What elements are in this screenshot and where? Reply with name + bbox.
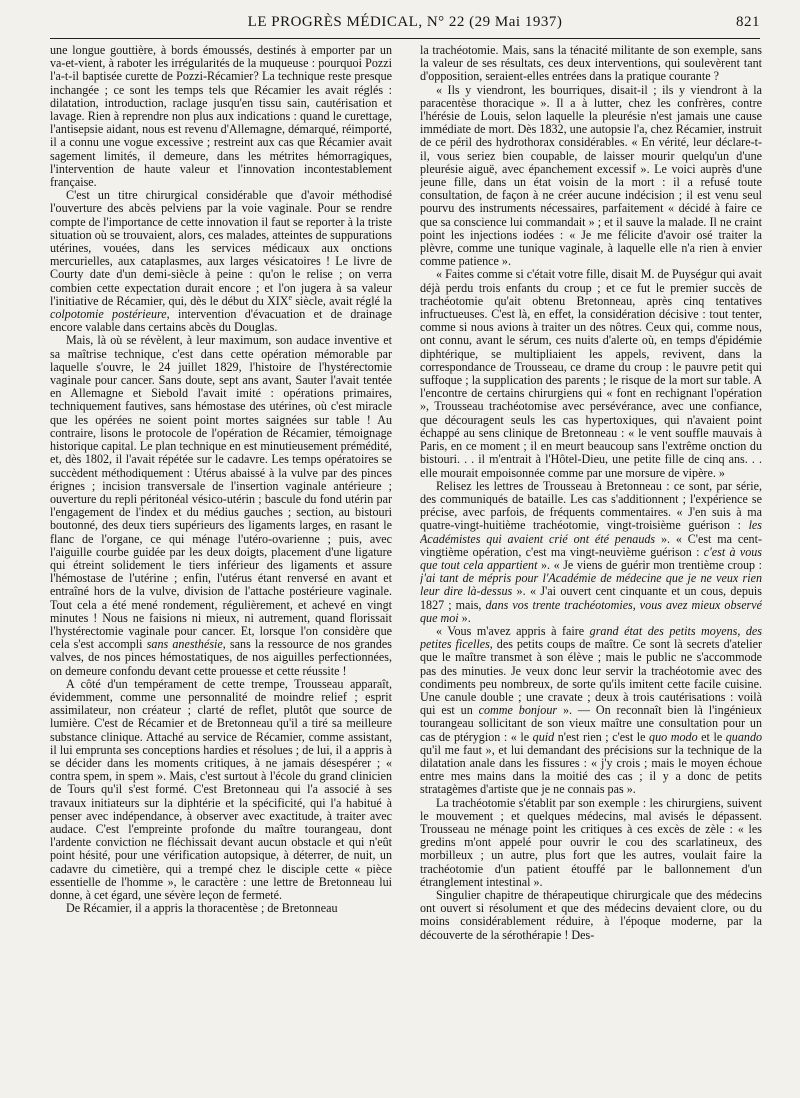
text-run: siècle, avait réglé la [292, 293, 392, 308]
italic-text: c'est à vous que tout cela appartient [420, 544, 762, 572]
text-run: ». « J'ai ouvert cent cinquante et un cous, depuis 1827 ; mais, [420, 584, 762, 612]
left-column [50, 44, 392, 1086]
superscript-text: e [288, 292, 293, 302]
text-run: ». — On reconnaît bien là l'ingénieux tourangeau sollicitant de son vieux maître une consultation pour un cas de ptérygion : « le [420, 703, 762, 744]
text-run: , intervention d'évacuation et de drainage encore valable dans certains abcès du Douglas. [50, 307, 392, 335]
text-run: « Ils y viendront, les bourriques, disait-il ; ils y viendront à la paracentèse thoracique ». Il a à lutter, chez les confrères, contre l'hérésie de Louis, selon laquelle la pleurésie n'est jamais une cause immédiate de mort. Dès 1832, une autopsie l'a, chez Récamier, instruit de ce péril des hydrothorax considérables. « En vérité, leur déclare-t-il, vous seriez bien coupable, de laisser mourir quelqu'un d'une pleurésie aiguë, avec épanchement excessif ». Le voici auprès d'une jeune fille, dans un état voisin de la mort : il a refusé toute consultation, de façon à ne créer aucune indécision ; il est venu seul pourvu des instruments nécessaires, parfaitement « décidé à faire ce que sa conscience lui commandait » ; et il sauve la malade. Il ne craint point les injections iodées : « Je me félicite d'avoir osé traiter la plèvre, comme une tunique vaginale, à laquelle elle n'a rien à envier comme patience ». [420, 82, 762, 269]
text-run: et le [697, 729, 726, 744]
text-run: ». « C'est ma cent-vingtième opération, c'est ma vingt-neuvième guérison : [420, 531, 762, 559]
paragraph [420, 480, 762, 625]
italic-text: sans anesthésie [146, 637, 223, 652]
paragraph [50, 334, 392, 677]
italic-text: dans vos trente trachéotomies, vous avez mieux observé que moi [420, 597, 762, 625]
journal-title: LE PROGRÈS MÉDICAL, N° 22 (29 Mai 1937) [247, 14, 563, 30]
text-run: C'est un titre chirurgical considérable que d'avoir méthodisé l'ouverture des abcès pelviens par la voie vaginale. Pour se rendre compte de l'importance de cette innovation il faut se reporter à la triste situation où se trouvaient, alors, ces malades, atteintes de suppurations utérines, vouées, dans les services médicaux aux onctions mercurielles, aux cataplasmes, aux larges vésicatoires ! Le livre de Courty date d'un demi-siècle à peine : qu'on le relise ; on verra combien cette expectation durait encore ; et l'on jugera à sa valeur l'initiative de Récamier, qui, dès le début du XIX [50, 188, 392, 308]
paragraph [420, 84, 762, 269]
text-run: A côté d'un tempérament de cette trempe, Trousseau apparaît, évidemment, comme une personnalité de moindre relief ; esprit assimilateur, non créateur ; clarté de reflet, plutôt que source de lumière. C'est de Récamier et de Bretonneau qu'il a tiré sa meilleure substance clinique. Attaché au service de Récamier, comme assistant, il lui emprunta ses conceptions hardies et résolues ; de lui, il a appris à se décider dans les moments critiques, à ne jamais désespérer ; « contra spem, in spem ». Mais, c'est surtout à l'école du grand clinicien de Tours qu'il s'est formé. C'est Bretonneau qui l'a associé à ses travaux initiateurs sur la diphtérie et la spécificité, qui l'a habitué à penser avec indépendance, à observer avec exactitude, à traiter avec audace. C'est l'empreinte profonde du maître tourangeau, dont l'ardente conviction ne fléchissait devant aucun obstacle et qui n'eût point hésité, pour une vérification autopsique, à déterrer, de nuit, un cadavre du cimetière, qui a trempé chez le disciple cette « pièce essentielle de l'homme », le caractère : une lettre de Bretonneau lui donne, à cet égard, une sévère leçon de fermeté. [50, 676, 392, 902]
italic-text: quando [725, 729, 762, 744]
paragraph [420, 44, 762, 84]
text-run: qu'il me faut », et lui demandant des précisions sur la technique de la dilatation anale dans les fissures : « j'y crois ; mais le moyen échoue entre mes mains dans la moitié des cas ; il y a donc de petits stratagèmes d'artiste que je ne connais pas ». [420, 742, 762, 797]
paragraph [420, 889, 762, 942]
paragraph [50, 678, 392, 902]
italic-text: quid [532, 729, 555, 744]
text-run: Mais, là où se révèlent, à leur maximum, son audace inventive et sa maîtrise technique, c'est dans cette opération mémorable par laquelle s'ouvre, le 24 juillet 1829, l'histoire de l'hystérectomie vaginale pour cancer. Sans doute, sept ans avant, Sauter l'avait tentée en Allemagne et Siebold l'avait imité : opérations primaires, techniquement fautives, sans hémostase des utérines, où c'est miracle que les opérées ne soient point mortes saignées sur table ! Au contraire, lisons le protocole de l'opération de Récamier, témoignage historique capital. Le plan technique en est minutieusement prémédité, et, dès 1802, il l'avait répétée sur le cadavre. Les temps opératoires se succèdent méthodiquement : Utérus abaissé à la vulve par des pinces érignes ; incision transversale de l'insertion vaginale antérieure ; ouverture du repli péritonéal vésico-utérin ; bascule du fond utérin par l'engagement de l'index et du médius gauches ; section, au bistouri boutonné, des deux tiers supérieurs des ligaments larges, en rasant le flanc de l'organe, ce qui ménage l'utéro-ovarienne ; puis, avec l'aiguille courbe guidée par les deux doigts, placement d'une ligature qui étreint solidement le tiers inférieur des ligaments et assure l'hémostase de l'utérine ; enfin, l'utérus étant renversé en avant et entraîné hors de la vulve, division de l'attache postérieure vaginale. Tout cela a été mené rondement, régulièrement, et achevé en vingt minutes ! Nous ne faisions ni mieux, ni autrement, quand florissait l'hystérectomie vaginale pour cancer. Et, lorsque l'on considère que cela s'est accompli [50, 333, 392, 652]
text-run: ». « Je viens de guérir mon trentième croup : [537, 557, 762, 572]
italic-text: grand état des petits moyens, des petites ficelles [420, 623, 762, 652]
paragraph [420, 268, 762, 479]
text-run: la trachéotomie. Mais, sans la ténacité militante de son exemple, sans la valeur de ses résultats, ces deux interventions, qui soulevèrent tant d'opposition, seraient-elles entrées dans la pratique courante ? [420, 44, 762, 84]
text-run: n'est rien ; c'est le [554, 729, 650, 744]
header-rule [50, 38, 760, 39]
italic-text: j'ai tant de mépris pour l'Académie de médecine que je ne veux rien leur dire là-dessus [420, 571, 762, 599]
text-run: , des petits coups de maître. Ce sont là secrets d'atelier que le maître transmet à son élève ; mais le public ne s'accommode pas des minuties. Je veux donc leur servir la trachéotomie avec des condiments peu nombreux, de sorte qu'ils imitent cette facile cuisine. Une canule double ; une cravate ; deux à trois cautérisations : voilà qui est un [420, 637, 762, 718]
text-run: , sans la ressource de nos grandes valves, de nos pinces hémostatiques, de nos aiguilles perfectionnées, on demeure confondu devant cette prouesse et cette réussite ! [50, 637, 392, 678]
page-number: 821 [736, 14, 760, 30]
text-run: ». [458, 610, 471, 625]
italic-text: les Académistes qui avaient crié ont été penauds [420, 518, 762, 546]
text-run: « Vous m'avez appris à faire [436, 623, 590, 638]
paragraph [420, 797, 762, 889]
text-run: « Faites comme si c'était votre fille, disait M. de Puységur qui avait déjà perdu trois enfants du croup ; et ce fut le premier succès de trachéotomie qu'ait obtenu Bretonneau, après cinq tentatives infructueuses. C'est là, en effet, la considération décisive : tout tenter, comme si nous avions à traiter un des nôtres. Ceux qui, comme nous, ont connu, avant le sérum, ces nuits d'alerte où, en temps d'épidémie diphtérique, se multipliaient les appels, revivent, dans la correspondance de Trousseau, ce drame du croup : le pauvre petit qui suffoque ; la supplication des parents ; le risque de la mort sur table. A l'encontre de certains chirurgiens qui « font en rechignant l'opération », Trousseau trachéotomise avec persévérance, avec une confiance, que découragent seuls les cas hypertoxiques, qui n'avaient point échappé au sens clinique de Bretonneau : « le vent souffle mauvais à Paris, en ce moment ; il en meurt beaucoup sans l'extrême onction du bistouri. . . il m'entrait à l'Hôtel-Dieu, une petite fille de cinq ans. . . elle mourait empoisonnée comme par une morsure de vipère. » [420, 267, 762, 480]
italic-text: colpotomie postérieure [50, 307, 167, 322]
italic-text: comme bonjour [478, 703, 558, 718]
italic-text: quo modo [649, 729, 698, 744]
paragraph [50, 902, 392, 915]
paragraph [420, 625, 762, 797]
paragraph [50, 44, 392, 189]
text-run: La trachéotomie s'établit par son exemple : les chirurgiens, suivent le mouvement ; et quelques médecins, mal avisés le dépassent. Trousseau ne ménage point les critiques à ces excès de zèle : « les gredins m'ont appelé pour ouvrir le cou des scarlatineux, des morbilleux ; un autre, plus fort que les autres, voulait faire la trachéotomie d'un patient étouffé par le ballonnement d'un étranglement intestinal ». [420, 795, 762, 889]
text-run: une longue gouttière, à bords émoussés, destinés à emporter par un va-et-vient, à raboter les irrégularités de la muqueuse : pourquoi Pozzi l'a-t-il baptisée curette de Pozzi-Récamier? La technique reste presque inchangée ; ce sont les temps tels que Récamier les avait réglés : dilatation, introduction, raclage jusqu'en tissu sain, cautérisation et lavage. Rien à reprendre non plus aux indications : quand le curettage, l'antisepsie aidant, nous est revenu d'Allemagne, démarqué, réimporté, il a connu une vogue excessive ; restreint aux cas que Récamier avait sagement limités, il demeure, dans les métrites hémorragiques, l'intervention de haute valeur et l'innovation incontestablement française. [50, 44, 392, 190]
paragraph [50, 189, 392, 334]
text-run: Singulier chapitre de thérapeutique chirurgicale que des médecins ont ouvert si résolument et que des médecins devaient clore, ou du moins considérablement réduire, à l'époque moderne, par la découverte de la sérothérapie ! Des- [420, 888, 762, 942]
text-run: De Récamier, il a appris la thoracentèse ; de Bretonneau [66, 901, 338, 916]
right-column [420, 44, 762, 1086]
text-run: Relisez les lettres de Trousseau à Bretonneau : ce sont, par série, des communiqués de bataille. Les cas s'additionnent ; l'expérience se précise, avec parfois, de fréquents commentaires. « J'en suis à ma quatre-vingt-huitième trachéotomie, vingt-troisième guérison : [420, 478, 762, 533]
running-header [50, 12, 760, 36]
